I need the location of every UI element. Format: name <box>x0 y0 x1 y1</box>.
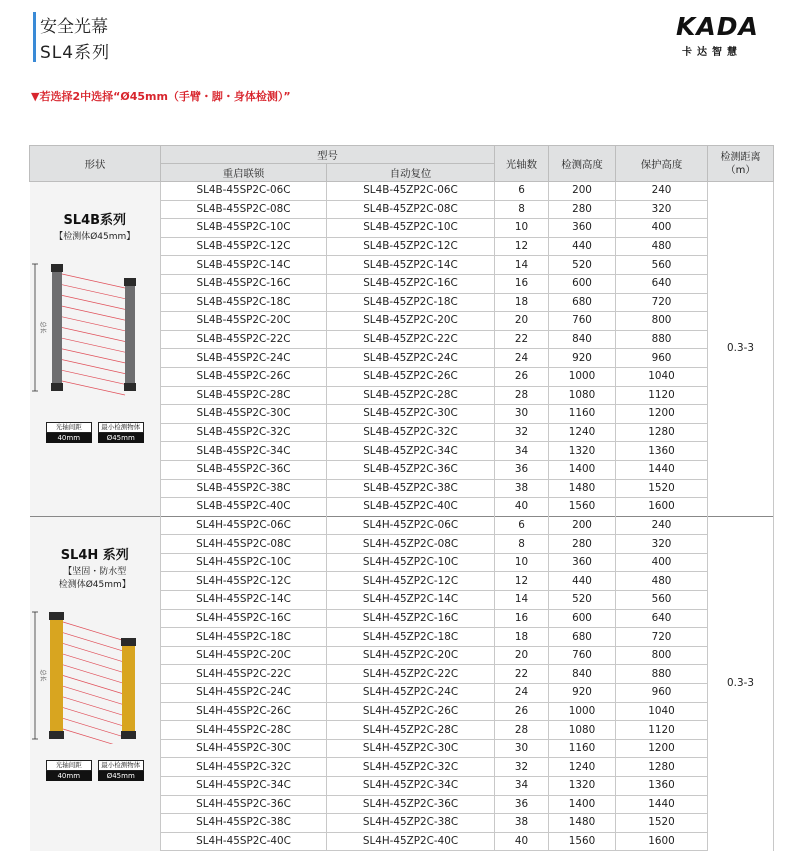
model-restart-interlock: SL4B-45SP2C-30C <box>161 405 327 424</box>
axis-count: 32 <box>495 423 549 442</box>
model-restart-interlock: SL4H-45SP2C-30C <box>161 739 327 758</box>
protect-height: 800 <box>616 646 708 665</box>
axis-count: 12 <box>495 237 549 256</box>
axis-count: 38 <box>495 479 549 498</box>
axis-count: 14 <box>495 256 549 275</box>
axis-count: 38 <box>495 814 549 833</box>
detect-height: 600 <box>549 274 616 293</box>
detect-height: 1240 <box>549 423 616 442</box>
axis-count: 20 <box>495 312 549 331</box>
header-distance: 检测距离（m） <box>708 146 774 182</box>
protect-height: 400 <box>616 553 708 572</box>
light-beam <box>62 317 125 331</box>
light-beam <box>63 675 122 693</box>
selection-note: ▼若选择2中选择“Ø45mm（手臂・脚・身体检测）” <box>31 90 291 103</box>
header-shape: 形状 <box>30 146 161 182</box>
model-restart-interlock: SL4B-45SP2C-38C <box>161 479 327 498</box>
light-beam <box>63 622 122 640</box>
model-auto-reset: SL4H-45ZP2C-34C <box>327 777 495 796</box>
model-auto-reset: SL4B-45ZP2C-14C <box>327 256 495 275</box>
emitter-unit <box>52 264 62 391</box>
model-auto-reset: SL4H-45ZP2C-24C <box>327 684 495 703</box>
header-protect-height: 保护高度 <box>616 146 708 182</box>
model-auto-reset: SL4B-45ZP2C-18C <box>327 293 495 312</box>
protect-height: 320 <box>616 200 708 219</box>
light-beam <box>63 664 122 682</box>
axis-spacing-pill-label: 光轴间距 <box>46 422 92 433</box>
model-auto-reset: SL4H-45ZP2C-26C <box>327 702 495 721</box>
min-object-pill-label: 最小检测物体 <box>98 760 144 771</box>
header-axes: 光轴数 <box>495 146 549 182</box>
model-restart-interlock: SL4H-45SP2C-38C <box>161 814 327 833</box>
detect-height: 1480 <box>549 479 616 498</box>
axis-count: 24 <box>495 684 549 703</box>
emitter-unit <box>50 612 63 739</box>
protect-height: 960 <box>616 684 708 703</box>
model-auto-reset: SL4H-45ZP2C-36C <box>327 795 495 814</box>
model-restart-interlock: SL4B-45SP2C-28C <box>161 386 327 405</box>
detect-height: 360 <box>549 219 616 238</box>
protect-height: 1360 <box>616 442 708 461</box>
page-subtitle: SL4系列 <box>40 43 111 63</box>
model-restart-interlock: SL4H-45SP2C-22C <box>161 665 327 684</box>
model-restart-interlock: SL4H-45SP2C-10C <box>161 553 327 572</box>
spec-table-body <box>30 182 774 851</box>
model-restart-interlock: SL4B-45SP2C-18C <box>161 293 327 312</box>
min-object-pill-label: 最小检测物体 <box>98 422 144 433</box>
receiver-unit <box>125 278 135 391</box>
detection-distance: 0.3-3 <box>708 182 774 517</box>
model-auto-reset: SL4H-45ZP2C-14C <box>327 591 495 610</box>
model-auto-reset: SL4B-45ZP2C-26C <box>327 367 495 386</box>
axis-spacing-pill-value: 40mm <box>46 433 92 443</box>
model-auto-reset: SL4H-45ZP2C-08C <box>327 535 495 554</box>
axis-count: 34 <box>495 442 549 461</box>
total-length-label: 总长 <box>38 669 46 682</box>
protect-height: 1040 <box>616 367 708 386</box>
model-auto-reset: SL4B-45ZP2C-10C <box>327 219 495 238</box>
protect-height: 960 <box>616 349 708 368</box>
axis-count: 12 <box>495 572 549 591</box>
protect-height: 480 <box>616 237 708 256</box>
series-cell <box>30 516 161 851</box>
axis-count: 18 <box>495 293 549 312</box>
detect-height: 520 <box>549 591 616 610</box>
spec-pills <box>30 760 160 781</box>
axis-count: 30 <box>495 739 549 758</box>
receiver-unit <box>122 638 135 739</box>
model-auto-reset: SL4H-45ZP2C-30C <box>327 739 495 758</box>
light-beam <box>62 328 125 342</box>
detect-height: 920 <box>549 349 616 368</box>
header-detect-height: 检测高度 <box>549 146 616 182</box>
model-auto-reset: SL4H-45ZP2C-20C <box>327 646 495 665</box>
model-restart-interlock: SL4B-45SP2C-14C <box>161 256 327 275</box>
light-curtain-svg <box>30 256 160 406</box>
series-description: 【检测体Ø45mm】 <box>54 232 136 242</box>
detect-height: 1400 <box>549 460 616 479</box>
title-accent-bar <box>33 12 36 62</box>
model-auto-reset: SL4H-45ZP2C-22C <box>327 665 495 684</box>
model-auto-reset: SL4H-45ZP2C-06C <box>327 516 495 535</box>
model-restart-interlock: SL4B-45SP2C-10C <box>161 219 327 238</box>
axis-count: 6 <box>495 516 549 535</box>
protect-height: 1280 <box>616 758 708 777</box>
series-cell <box>30 182 161 517</box>
protect-height: 800 <box>616 312 708 331</box>
protect-height: 1440 <box>616 460 708 479</box>
detect-height: 1320 <box>549 777 616 796</box>
detect-height: 1320 <box>549 442 616 461</box>
axis-count: 36 <box>495 460 549 479</box>
protect-height: 640 <box>616 274 708 293</box>
unit-cap <box>51 383 63 391</box>
detect-height: 1160 <box>549 405 616 424</box>
detect-height: 1560 <box>549 832 616 851</box>
total-length-label: 总长 <box>38 321 46 334</box>
model-auto-reset: SL4B-45ZP2C-16C <box>327 274 495 293</box>
series-name: SL4B系列 <box>63 213 127 228</box>
light-beam <box>62 349 125 363</box>
model-auto-reset: SL4H-45ZP2C-32C <box>327 758 495 777</box>
axis-count: 34 <box>495 777 549 796</box>
header-model: 型号 <box>161 146 495 164</box>
axis-count: 18 <box>495 628 549 647</box>
detect-height: 520 <box>549 256 616 275</box>
model-auto-reset: SL4H-45ZP2C-28C <box>327 721 495 740</box>
protect-height: 320 <box>616 535 708 554</box>
model-auto-reset: SL4B-45ZP2C-24C <box>327 349 495 368</box>
axis-count: 14 <box>495 591 549 610</box>
light-beam <box>62 274 125 288</box>
detect-height: 760 <box>549 646 616 665</box>
model-restart-interlock: SL4H-45SP2C-14C <box>161 591 327 610</box>
detect-height: 1560 <box>549 498 616 517</box>
model-auto-reset: SL4B-45ZP2C-34C <box>327 442 495 461</box>
detect-height: 1080 <box>549 386 616 405</box>
light-beam <box>63 643 122 661</box>
protect-height: 400 <box>616 219 708 238</box>
light-beam <box>63 718 122 736</box>
model-restart-interlock: SL4B-45SP2C-12C <box>161 237 327 256</box>
light-beam <box>62 295 125 309</box>
protect-height: 1040 <box>616 702 708 721</box>
light-beam <box>63 729 122 744</box>
model-restart-interlock: SL4H-45SP2C-18C <box>161 628 327 647</box>
axis-count: 36 <box>495 795 549 814</box>
model-restart-interlock: SL4H-45SP2C-28C <box>161 721 327 740</box>
axis-spacing-pill <box>46 760 92 781</box>
light-beam <box>63 707 122 725</box>
light-beam <box>62 381 125 395</box>
light-beam <box>62 306 125 320</box>
model-auto-reset: SL4H-45ZP2C-40C <box>327 832 495 851</box>
brand-logo-text: KADA <box>676 12 759 41</box>
protect-height: 1120 <box>616 386 708 405</box>
model-restart-interlock: SL4H-45SP2C-36C <box>161 795 327 814</box>
axis-count: 24 <box>495 349 549 368</box>
protect-height: 1120 <box>616 721 708 740</box>
unit-cap <box>121 731 136 739</box>
detect-height: 680 <box>549 628 616 647</box>
protect-height: 1440 <box>616 795 708 814</box>
model-auto-reset: SL4B-45ZP2C-28C <box>327 386 495 405</box>
series-name: SL4H 系列 <box>60 547 129 563</box>
model-restart-interlock: SL4H-45SP2C-34C <box>161 777 327 796</box>
unit-cap <box>49 612 64 620</box>
model-restart-interlock: SL4B-45SP2C-06C <box>161 182 327 201</box>
axis-count: 10 <box>495 553 549 572</box>
model-auto-reset: SL4B-45ZP2C-40C <box>327 498 495 517</box>
model-restart-interlock: SL4B-45SP2C-32C <box>161 423 327 442</box>
axis-count: 8 <box>495 535 549 554</box>
detect-height: 440 <box>549 237 616 256</box>
protect-height: 1200 <box>616 739 708 758</box>
axis-count: 28 <box>495 386 549 405</box>
light-curtain-illustration <box>30 256 160 443</box>
protect-height: 1520 <box>616 814 708 833</box>
series-description: 【坚固・防水型 检测体Ø45mm】 <box>58 566 131 590</box>
model-auto-reset: SL4B-45ZP2C-30C <box>327 405 495 424</box>
page-title: 安全光幕 <box>40 17 108 37</box>
protect-height: 1520 <box>616 479 708 498</box>
axis-spacing-pill-value: 40mm <box>46 771 92 781</box>
model-restart-interlock: SL4B-45SP2C-40C <box>161 498 327 517</box>
axis-count: 16 <box>495 609 549 628</box>
axis-count: 26 <box>495 367 549 386</box>
axis-count: 22 <box>495 665 549 684</box>
axis-count: 22 <box>495 330 549 349</box>
model-auto-reset: SL4B-45ZP2C-32C <box>327 423 495 442</box>
header-auto-reset: 自动复位 <box>327 164 495 182</box>
min-object-pill <box>98 760 144 781</box>
detection-distance: 0.3-3 <box>708 516 774 851</box>
model-auto-reset: SL4B-45ZP2C-12C <box>327 237 495 256</box>
axis-count: 20 <box>495 646 549 665</box>
model-restart-interlock: SL4H-45SP2C-12C <box>161 572 327 591</box>
protect-height: 240 <box>616 182 708 201</box>
model-restart-interlock: SL4H-45SP2C-24C <box>161 684 327 703</box>
detect-height: 1000 <box>549 702 616 721</box>
model-restart-interlock: SL4H-45SP2C-40C <box>161 832 327 851</box>
model-auto-reset: SL4H-45ZP2C-10C <box>327 553 495 572</box>
model-restart-interlock: SL4B-45SP2C-16C <box>161 274 327 293</box>
axis-count: 32 <box>495 758 549 777</box>
model-restart-interlock: SL4B-45SP2C-36C <box>161 460 327 479</box>
model-auto-reset: SL4H-45ZP2C-12C <box>327 572 495 591</box>
model-restart-interlock: SL4B-45SP2C-20C <box>161 312 327 331</box>
brand-logo-subtext: 卡达智慧 <box>682 47 742 58</box>
protect-height: 1280 <box>616 423 708 442</box>
header-restart-interlock: 重启联锁 <box>161 164 327 182</box>
model-auto-reset: SL4B-45ZP2C-22C <box>327 330 495 349</box>
axis-count: 8 <box>495 200 549 219</box>
protect-height: 640 <box>616 609 708 628</box>
axis-count: 26 <box>495 702 549 721</box>
model-auto-reset: SL4B-45ZP2C-06C <box>327 182 495 201</box>
light-beam <box>62 338 125 352</box>
detect-height: 600 <box>549 609 616 628</box>
model-restart-interlock: SL4B-45SP2C-26C <box>161 367 327 386</box>
axis-count: 6 <box>495 182 549 201</box>
unit-cap <box>51 264 63 272</box>
protect-height: 480 <box>616 572 708 591</box>
model-auto-reset: SL4B-45ZP2C-36C <box>327 460 495 479</box>
light-curtain-svg <box>30 604 160 744</box>
light-beam <box>63 654 122 672</box>
light-curtain-illustration <box>30 604 160 781</box>
brand-logo <box>676 12 770 62</box>
axis-count: 40 <box>495 832 549 851</box>
detect-height: 200 <box>549 516 616 535</box>
table-row <box>30 182 774 201</box>
protect-height: 880 <box>616 665 708 684</box>
min-object-pill <box>98 422 144 443</box>
protect-height: 720 <box>616 628 708 647</box>
model-restart-interlock: SL4B-45SP2C-24C <box>161 349 327 368</box>
model-restart-interlock: SL4H-45SP2C-06C <box>161 516 327 535</box>
protect-height: 560 <box>616 591 708 610</box>
detect-height: 440 <box>549 572 616 591</box>
model-restart-interlock: SL4H-45SP2C-16C <box>161 609 327 628</box>
model-restart-interlock: SL4H-45SP2C-32C <box>161 758 327 777</box>
model-restart-interlock: SL4B-45SP2C-22C <box>161 330 327 349</box>
model-auto-reset: SL4B-45ZP2C-08C <box>327 200 495 219</box>
axis-count: 28 <box>495 721 549 740</box>
detect-height: 680 <box>549 293 616 312</box>
unit-cap <box>124 383 136 391</box>
unit-cap <box>124 278 136 286</box>
detect-height: 1240 <box>549 758 616 777</box>
protect-height: 880 <box>616 330 708 349</box>
axis-count: 10 <box>495 219 549 238</box>
protect-height: 1360 <box>616 777 708 796</box>
detect-height: 360 <box>549 553 616 572</box>
model-auto-reset: SL4B-45ZP2C-38C <box>327 479 495 498</box>
unit-cap <box>121 638 136 646</box>
light-beam <box>62 370 125 384</box>
spec-pills <box>30 422 160 443</box>
protect-height: 720 <box>616 293 708 312</box>
axis-count: 40 <box>495 498 549 517</box>
model-restart-interlock: SL4H-45SP2C-26C <box>161 702 327 721</box>
model-auto-reset: SL4H-45ZP2C-38C <box>327 814 495 833</box>
detect-height: 1400 <box>549 795 616 814</box>
model-restart-interlock: SL4H-45SP2C-08C <box>161 535 327 554</box>
table-row <box>30 516 774 535</box>
detect-height: 840 <box>549 330 616 349</box>
unit-cap <box>49 731 64 739</box>
detect-height: 280 <box>549 535 616 554</box>
detect-height: 760 <box>549 312 616 331</box>
light-beam <box>63 686 122 704</box>
axis-spacing-pill-label: 光轴间距 <box>46 760 92 771</box>
detect-height: 280 <box>549 200 616 219</box>
detect-height: 840 <box>549 665 616 684</box>
light-beam <box>62 360 125 374</box>
axis-count: 16 <box>495 274 549 293</box>
spec-table <box>29 145 774 851</box>
model-auto-reset: SL4H-45ZP2C-16C <box>327 609 495 628</box>
detect-height: 1000 <box>549 367 616 386</box>
protect-height: 560 <box>616 256 708 275</box>
model-restart-interlock: SL4H-45SP2C-20C <box>161 646 327 665</box>
axis-count: 30 <box>495 405 549 424</box>
protect-height: 1600 <box>616 832 708 851</box>
detect-height: 1080 <box>549 721 616 740</box>
model-restart-interlock: SL4B-45SP2C-08C <box>161 200 327 219</box>
protect-height: 1600 <box>616 498 708 517</box>
model-restart-interlock: SL4B-45SP2C-34C <box>161 442 327 461</box>
axis-spacing-pill <box>46 422 92 443</box>
model-auto-reset: SL4B-45ZP2C-20C <box>327 312 495 331</box>
light-beam <box>63 632 122 650</box>
min-object-pill-value: Ø45mm <box>98 771 144 781</box>
detect-height: 1480 <box>549 814 616 833</box>
min-object-pill-value: Ø45mm <box>98 433 144 443</box>
model-auto-reset: SL4H-45ZP2C-18C <box>327 628 495 647</box>
light-beam <box>63 697 122 715</box>
light-beam <box>62 285 125 299</box>
detect-height: 920 <box>549 684 616 703</box>
protect-height: 240 <box>616 516 708 535</box>
detect-height: 200 <box>549 182 616 201</box>
protect-height: 1200 <box>616 405 708 424</box>
detect-height: 1160 <box>549 739 616 758</box>
